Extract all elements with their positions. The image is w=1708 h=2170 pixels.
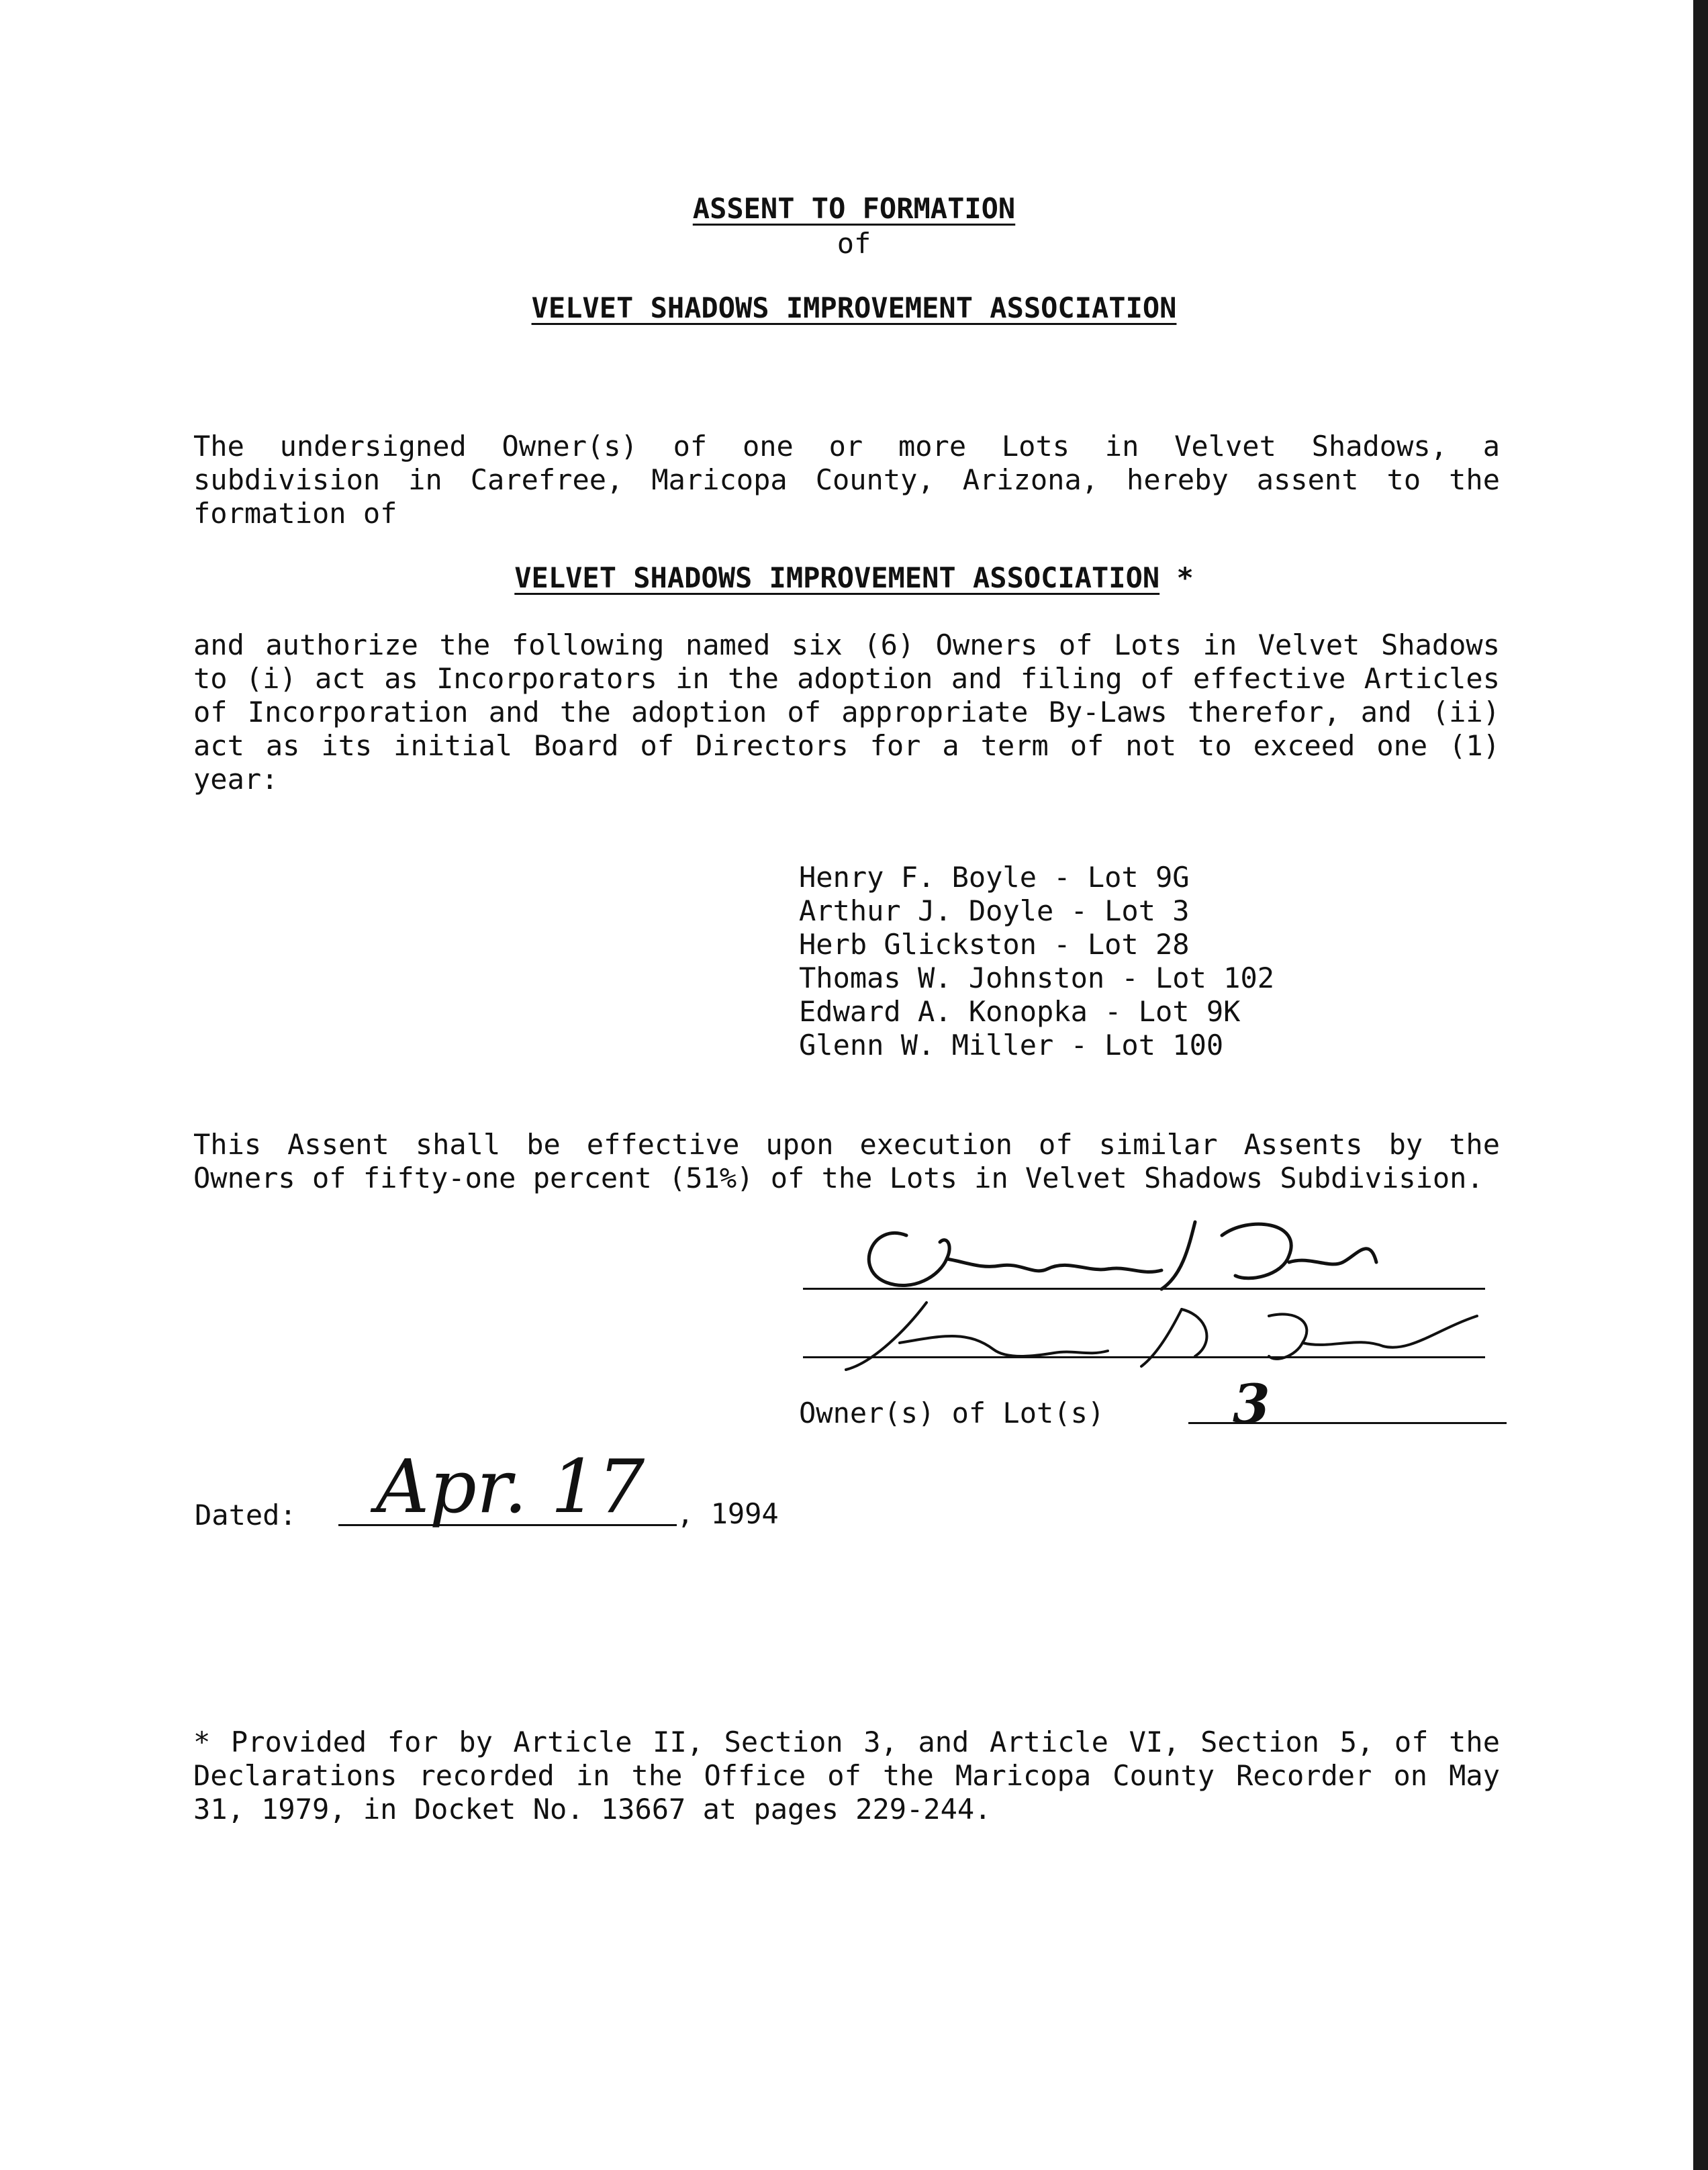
director-item: Glenn W. Miller - Lot 100: [799, 1029, 1224, 1062]
footnote: * Provided for by Article II, Section 3, and Article VI, Section 5, of the Declarations recorded in the Office of the Maricopa County Recorder on May 31, 1979, in Docket No. 13667 at pages 229-244.: [193, 1726, 1500, 1826]
dated-handwritten: Apr. 17: [376, 1444, 645, 1529]
director-item: Thomas W. Johnston - Lot 102: [799, 961, 1275, 994]
signature-glenda-doyle: [833, 1289, 1490, 1376]
title-association: VELVET SHADOWS IMPROVEMENT ASSOCIATION: [531, 291, 1177, 324]
signature-arthur-doyle: [846, 1195, 1450, 1296]
effective-paragraph: This Assent shall be effective upon execution of similar Assents by the Owners of fifty-one percent (51%) of the Lots in Velvet Shadows Subdivision.: [193, 1128, 1500, 1194]
authorization-paragraph: and authorize the following named six (6) Owners of Lots in Velvet Shadows to (i) act as Incorporators in the adoption and filing of effective Articles of Incorporation and the adoption of appropriate By-Laws therefor, and (ii) act as its initial Board of Directors for a term of not to exceed one (1) year:: [193, 628, 1500, 796]
director-item: Henry F. Boyle - Lot 9G: [799, 861, 1190, 894]
intro-paragraph: The undersigned Owner(s) of one or more Lots in Velvet Shadows, a subdivision in Carefree, Maricopa County, Arizona, hereby assent to the formation of: [193, 430, 1500, 530]
owners-lot-value: 3: [1233, 1372, 1270, 1435]
owners-label: Owner(s) of Lot(s): [799, 1397, 1105, 1429]
title-assent: ASSENT TO FORMATION: [692, 192, 1016, 225]
dated-year: , 1994: [677, 1497, 779, 1530]
association-name: VELVET SHADOWS IMPROVEMENT ASSOCIATION: [514, 561, 1160, 594]
association-footnote-marker: *: [1176, 561, 1194, 594]
director-item: Herb Glickston - Lot 28: [799, 928, 1190, 961]
directors-list: [799, 861, 1274, 1062]
director-item: Edward A. Konopka - Lot 9K: [799, 995, 1241, 1028]
director-item: Arthur J. Doyle - Lot 3: [799, 894, 1190, 927]
scan-edge: [1693, 0, 1708, 2170]
association-heading: [0, 561, 1708, 594]
title-of: of: [837, 227, 871, 260]
dated-label: Dated:: [195, 1499, 297, 1531]
